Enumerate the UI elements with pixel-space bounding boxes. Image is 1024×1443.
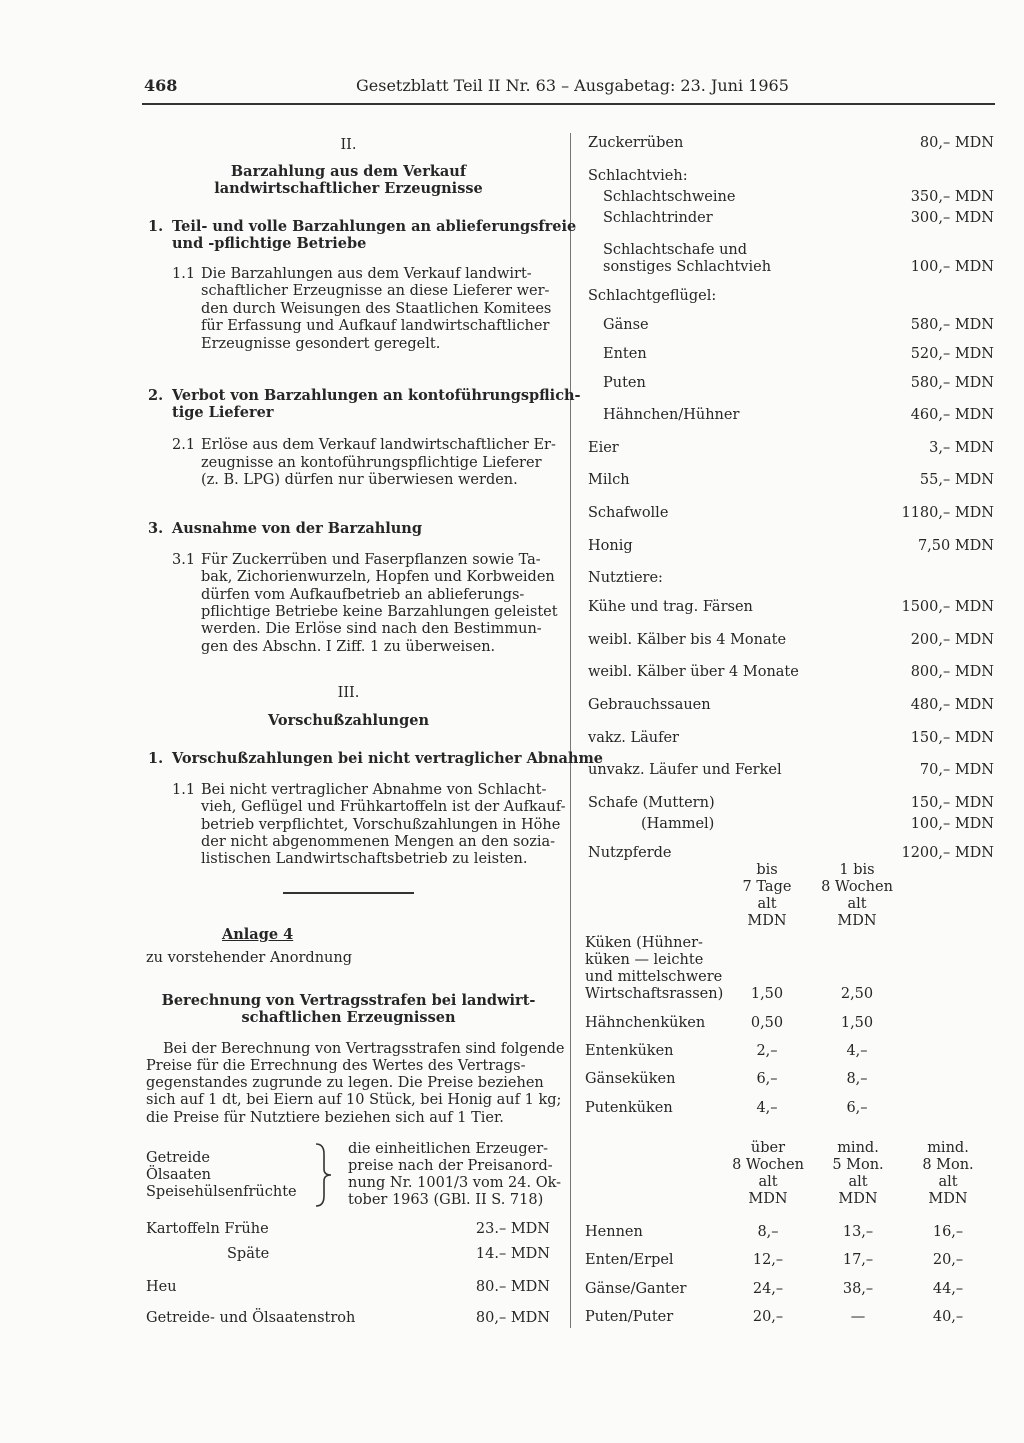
row-label: Puten/Puter [585, 1309, 674, 1325]
paragraph-number: 3.1 [172, 552, 196, 568]
row-label: Entenküken [585, 1043, 674, 1059]
brace-text-line: nung Nr. 1001/3 vom 24. Ok- [348, 1175, 562, 1191]
table-cell: 38,– [842, 1281, 874, 1297]
item-heading: Verbot von Barzahlungen an kontoführungspflich- [172, 387, 581, 404]
price-label: Schlachtschweine [603, 189, 736, 205]
price-value: 80.– MDN [475, 1279, 550, 1295]
table-cell: 8,– [846, 1071, 868, 1087]
column-header: 5 Mon. [832, 1157, 884, 1173]
price-label: Milch [588, 472, 630, 488]
brace-text-line: tober 1963 (GBl. II S. 718) [348, 1192, 544, 1208]
column-header: alt [758, 1174, 778, 1190]
price-label: Späte [227, 1246, 270, 1262]
brace-item: Speisehülsenfrüchte [146, 1184, 297, 1200]
table-cell: 13,– [842, 1224, 874, 1240]
table-cell: 4,– [846, 1043, 868, 1059]
price-label: Puten [603, 375, 646, 391]
price-value: 80,– MDN [919, 135, 994, 151]
price-label: Hähnchen/Hühner [603, 407, 740, 423]
paragraph-line: zeugnisse an kontoführungspflichtige Lieferer [201, 455, 542, 471]
price-label: Nutzpferde [588, 845, 672, 861]
price-label: Heu [146, 1279, 177, 1295]
price-label: Eier [588, 440, 619, 456]
price-value: 580,– MDN [910, 317, 994, 333]
column-header: 7 Tage [742, 879, 792, 895]
price-label: weibl. Kälber über 4 Monate [588, 664, 799, 680]
section-heading: Barzahlung aus dem Verkauf [230, 163, 467, 180]
table-cell: 0,50 [750, 1015, 784, 1031]
row-label: Wirtschaftsrassen) [585, 986, 724, 1002]
table-cell: 44,– [932, 1281, 964, 1297]
price-value: 55,– MDN [919, 472, 994, 488]
price-value: 7,50 MDN [917, 538, 994, 554]
table-cell: 20,– [932, 1252, 964, 1268]
price-value: 100,– MDN [910, 259, 994, 275]
item-heading: tige Lieferer [172, 404, 274, 421]
paragraph-line: Die Barzahlungen aus dem Verkauf landwirt- [201, 266, 532, 282]
table-cell: 8,– [757, 1224, 779, 1240]
item-heading: Teil- und volle Barzahlungen an ablieferungsfreie [172, 218, 577, 235]
table-cell: 4,– [756, 1100, 778, 1116]
table-cell: 2,50 [840, 986, 874, 1002]
paragraph-number: 1.1 [172, 266, 196, 282]
price-value: 3,– MDN [929, 440, 994, 456]
table-cell: 6,– [846, 1100, 868, 1116]
column-header: MDN [748, 1191, 788, 1207]
price-label: Gebrauchssauen [588, 697, 711, 713]
anlage-subtitle: zu vorstehender Anordnung [146, 950, 353, 966]
paragraph-line: bak, Zichorienwurzeln, Hopfen und Korbweiden [201, 569, 555, 585]
price-label: weibl. Kälber bis 4 Monate [588, 632, 787, 648]
paragraph-line: gen des Abschn. I Ziff. 1 zu überweisen. [201, 639, 496, 655]
table-cell: 12,– [752, 1252, 784, 1268]
intro-line: sich auf 1 dt, bei Eiern auf 10 Stück, bei Honig auf 1 kg; [146, 1092, 562, 1108]
column-header: alt [848, 1174, 868, 1190]
table-cell: 24,– [752, 1281, 784, 1297]
price-value: 70,– MDN [919, 762, 994, 778]
paragraph-line: betrieb verpflichtet, Vorschußzahlungen in Höhe [201, 817, 561, 833]
price-label: unvakz. Läufer und Ferkel [588, 762, 782, 778]
item-number: 1. [148, 750, 164, 767]
column-header: MDN [838, 1191, 878, 1207]
price-label: (Hammel) [641, 816, 715, 832]
paragraph-line: den durch Weisungen des Staatlichen Komitees [201, 301, 552, 317]
column-header: alt [757, 896, 777, 912]
table-cell: 16,– [932, 1224, 964, 1240]
row-label: Enten/Erpel [585, 1252, 674, 1268]
paragraph-line: dürfen vom Aufkaufbetrieb an ablieferungs- [201, 587, 525, 603]
table-cell: 1,50 [840, 1015, 874, 1031]
column-header: 8 Wochen [732, 1157, 804, 1173]
row-label: Putenküken [585, 1100, 673, 1116]
price-category: Schlachtvieh: [588, 168, 688, 184]
paragraph-line: für Erfassung und Aufkauf landwirtschaftlicher [201, 318, 550, 334]
price-value: 1180,– MDN [901, 505, 994, 521]
anlage-heading: Berechnung von Vertragsstrafen bei landwirt- [161, 992, 536, 1009]
column-header: bis [756, 862, 778, 878]
intro-line: Bei der Berechnung von Vertragsstrafen sind folgende [163, 1041, 565, 1057]
row-label: Gänse/Ganter [585, 1281, 687, 1297]
price-value: 580,– MDN [910, 375, 994, 391]
paragraph-line: pflichtige Betriebe keine Barzahlungen geleistet [201, 604, 558, 620]
price-value: 520,– MDN [910, 346, 994, 362]
paragraph-line: (z. B. LPG) dürfen nur überwiesen werden. [201, 472, 518, 488]
brace-text-line: preise nach der Preisanord- [348, 1158, 553, 1174]
row-label: Küken (Hühner- [585, 935, 703, 951]
row-label: küken — leichte [585, 952, 704, 968]
price-label: Zuckerrüben [588, 135, 684, 151]
header-rule [142, 103, 995, 105]
item-heading: Vorschußzahlungen bei nicht vertraglicher Abnahme [172, 750, 604, 767]
paragraph-line: schaftlicher Erzeugnisse an diese Lieferer wer- [201, 283, 550, 299]
price-category: Nutztiere: [588, 570, 663, 586]
price-label: Honig [588, 538, 633, 554]
price-label: Schafwolle [588, 505, 669, 521]
price-value: 350,– MDN [910, 189, 994, 205]
brace-item: Getreide [146, 1150, 211, 1166]
price-label: Gänse [603, 317, 649, 333]
price-value: 1500,– MDN [901, 599, 994, 615]
price-label: Getreide- und Ölsaatenstroh [146, 1310, 356, 1326]
table-cell: 40,– [932, 1309, 964, 1325]
price-label: Enten [603, 346, 647, 362]
price-label: Schlachtrinder [603, 210, 713, 226]
price-value: 80,– MDN [475, 1310, 550, 1326]
paragraph-number: 2.1 [172, 437, 196, 453]
column-header: MDN [837, 913, 877, 929]
row-label: Hennen [585, 1224, 643, 1240]
column-header: alt [847, 896, 867, 912]
paragraph-line: Für Zuckerrüben und Faserpflanzen sowie Ta- [201, 552, 541, 568]
price-value: 150,– MDN [910, 795, 994, 811]
paragraph-line: Erlöse aus dem Verkauf landwirtschaftlicher Er- [201, 437, 556, 453]
table-cell: 2,– [756, 1043, 778, 1059]
column-header: mind. [927, 1140, 969, 1156]
table-cell: 1,50 [750, 986, 784, 1002]
section-heading: landwirtschaftlicher Erzeugnisse [214, 180, 483, 197]
item-number: 1. [148, 218, 164, 235]
paragraph-line: der nicht abgenommenen Mengen an den sozia- [201, 834, 556, 850]
item-number: 3. [148, 520, 164, 537]
price-value: 200,– MDN [910, 632, 994, 648]
brace-item: Ölsaaten [146, 1167, 212, 1183]
intro-line: gegenstandes zugrunde zu legen. Die Preise beziehen [146, 1075, 544, 1091]
column-header: MDN [928, 1191, 968, 1207]
price-label: Kartoffeln Frühe [146, 1221, 269, 1237]
intro-line: Preise für die Errechnung des Wertes des Vertrags- [146, 1058, 526, 1074]
column-header: MDN [747, 913, 787, 929]
price-value: 150,– MDN [910, 730, 994, 746]
table-cell: — [850, 1309, 866, 1325]
price-value: 300,– MDN [910, 210, 994, 226]
brace-text-line: die einheitlichen Erzeuger- [348, 1141, 549, 1157]
item-number: 2. [148, 387, 164, 404]
row-label: Hähnchenküken [585, 1015, 706, 1031]
section-heading: Vorschußzahlungen [268, 712, 429, 729]
price-value: 480,– MDN [910, 697, 994, 713]
column-header: alt [938, 1174, 958, 1190]
column-header: 8 Mon. [922, 1157, 974, 1173]
price-label: sonstiges Schlachtvieh [603, 259, 772, 275]
anlage-title: Anlage 4 [222, 926, 294, 943]
column-header: 1 bis [839, 862, 875, 878]
price-value: 14.– MDN [475, 1246, 550, 1262]
price-label: Schlachtschafe und [603, 242, 748, 258]
table-cell: 6,– [756, 1071, 778, 1087]
price-value: 1200,– MDN [901, 845, 994, 861]
page-header-title: Gesetzblatt Teil II Nr. 63 – Ausgabetag: 23. Juni 1965 [356, 76, 789, 95]
section-rule [283, 892, 414, 894]
price-value: 100,– MDN [910, 816, 994, 832]
table-cell: 20,– [752, 1309, 784, 1325]
paragraph-line: Bei nicht vertraglicher Abnahme von Schlacht- [201, 782, 547, 798]
page-number: 468 [144, 76, 178, 95]
row-label: Gänseküken [585, 1071, 676, 1087]
paragraph-number: 1.1 [172, 782, 196, 798]
intro-line: die Preise für Nutztiere beziehen sich auf 1 Tier. [146, 1110, 504, 1126]
item-heading: Ausnahme von der Barzahlung [172, 520, 422, 537]
section-numeral: II. [340, 137, 357, 153]
paragraph-line: werden. Die Erlöse sind nach den Bestimmun- [201, 621, 542, 637]
column-header: über [750, 1140, 786, 1156]
brace-icon [312, 1142, 334, 1208]
price-value: 800,– MDN [910, 664, 994, 680]
price-category: Schlachtgeflügel: [588, 288, 717, 304]
column-header: 8 Wochen [821, 879, 893, 895]
paragraph-line: listischen Landwirtschaftsbetrieb zu leisten. [201, 851, 528, 867]
table-cell: 17,– [842, 1252, 874, 1268]
price-label: Kühe und trag. Färsen [588, 599, 753, 615]
price-value: 23.– MDN [475, 1221, 550, 1237]
column-header: mind. [837, 1140, 879, 1156]
section-numeral: III. [337, 685, 360, 701]
column-divider [570, 133, 571, 1328]
anlage-heading: schaftlichen Erzeugnissen [241, 1009, 456, 1026]
price-label: vakz. Läufer [588, 730, 679, 746]
paragraph-line: Erzeugnisse gesondert geregelt. [201, 336, 441, 352]
paragraph-line: vieh, Geflügel und Frühkartoffeln ist der Aufkauf- [201, 799, 566, 815]
row-label: und mittelschwere [585, 969, 723, 985]
price-value: 460,– MDN [910, 407, 994, 423]
item-heading: und -pflichtige Betriebe [172, 235, 367, 252]
price-label: Schafe (Muttern) [588, 795, 715, 811]
